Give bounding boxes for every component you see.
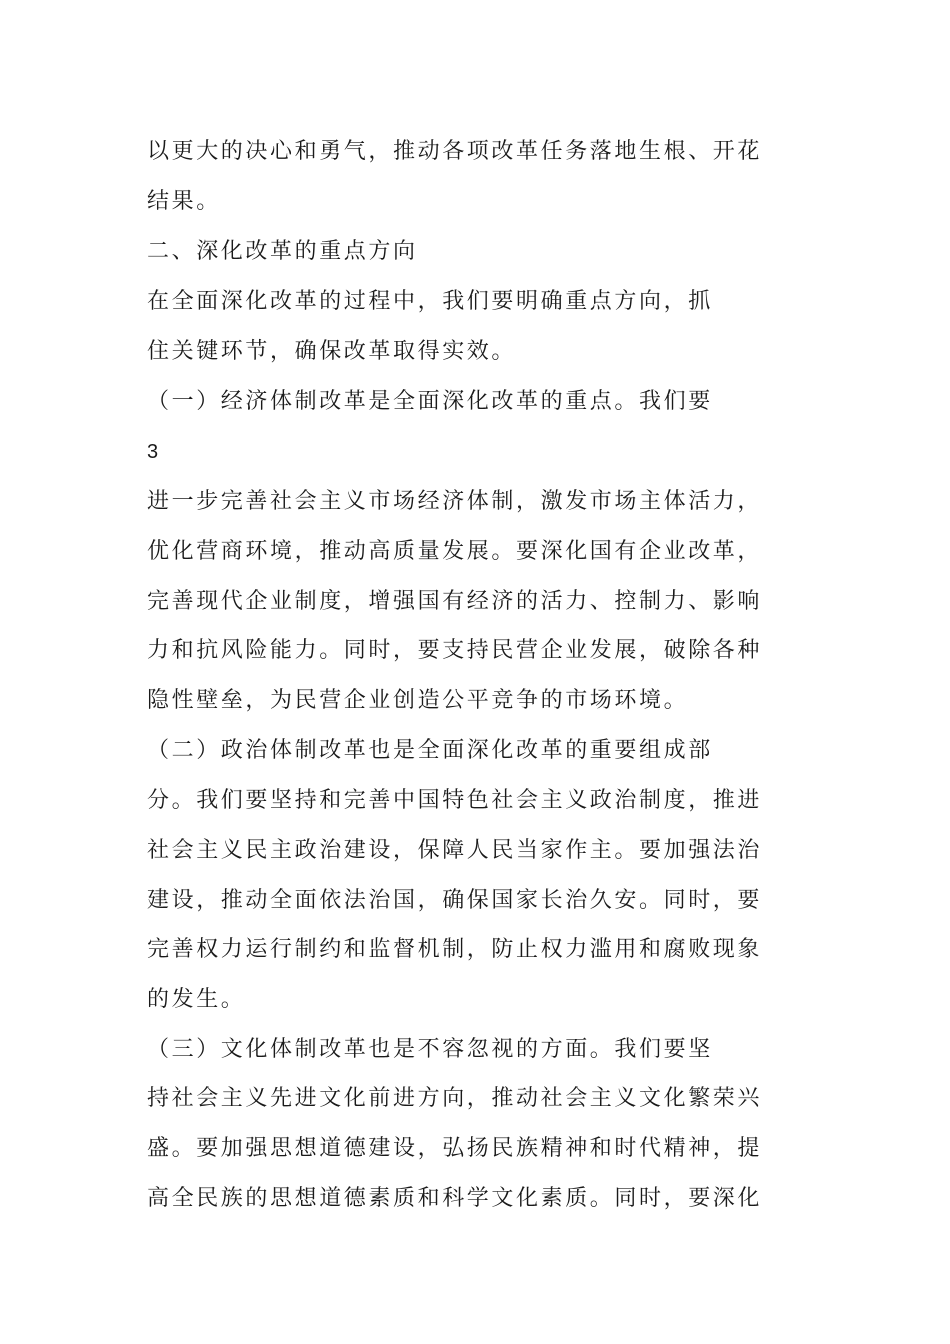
section-heading: 二、深化改革的重点方向 [147,239,418,264]
page-number: 3 [147,441,159,463]
text-line: 完善权力运行制约和监督机制，防止权力滥用和腐败现象 [147,937,763,962]
text-line: 建设，推动全面依法治国，确保国家长治久安。同时，要 [147,888,763,913]
text-line: 结果。 [147,189,221,214]
text-line: 住关键环节，确保改革取得实效。 [147,339,517,364]
text-line: 以更大的决心和勇气，推动各项改革任务落地生根、开花 [147,139,763,164]
text-line: 持社会主义先进文化前进方向，推动社会主义文化繁荣兴 [147,1086,763,1111]
text-line: 高全民族的思想道德素质和科学文化素质。同时，要深化 [147,1186,763,1211]
text-line: （一）经济体制改革是全面深化改革的重点。我们要 [147,389,713,414]
text-line: 的发生。 [147,987,246,1012]
text-line: 盛。要加强思想道德建设，弘扬民族精神和时代精神，提 [147,1136,763,1161]
text-line: 社会主义民主政治建设，保障人民当家作主。要加强法治 [147,838,763,863]
text-line: 力和抗风险能力。同时，要支持民营企业发展，破除各种 [147,638,763,663]
text-line: 分。我们要坚持和完善中国特色社会主义政治制度，推进 [147,788,763,813]
text-line: （二）政治体制改革也是全面深化改革的重要组成部 [147,738,713,763]
text-line: 隐性壁垒，为民营企业创造公平竞争的市场环境。 [147,688,689,713]
text-line: 进一步完善社会主义市场经济体制，激发市场主体活力， [147,489,763,514]
text-line: （三）文化体制改革也是不容忽视的方面。我们要坚 [147,1037,713,1062]
text-line: 在全面深化改革的过程中，我们要明确重点方向，抓 [147,289,713,314]
text-line: 完善现代企业制度，增强国有经济的活力、控制力、影响 [147,589,763,614]
text-line: 优化营商环境，推动高质量发展。要深化国有企业改革， [147,539,763,564]
